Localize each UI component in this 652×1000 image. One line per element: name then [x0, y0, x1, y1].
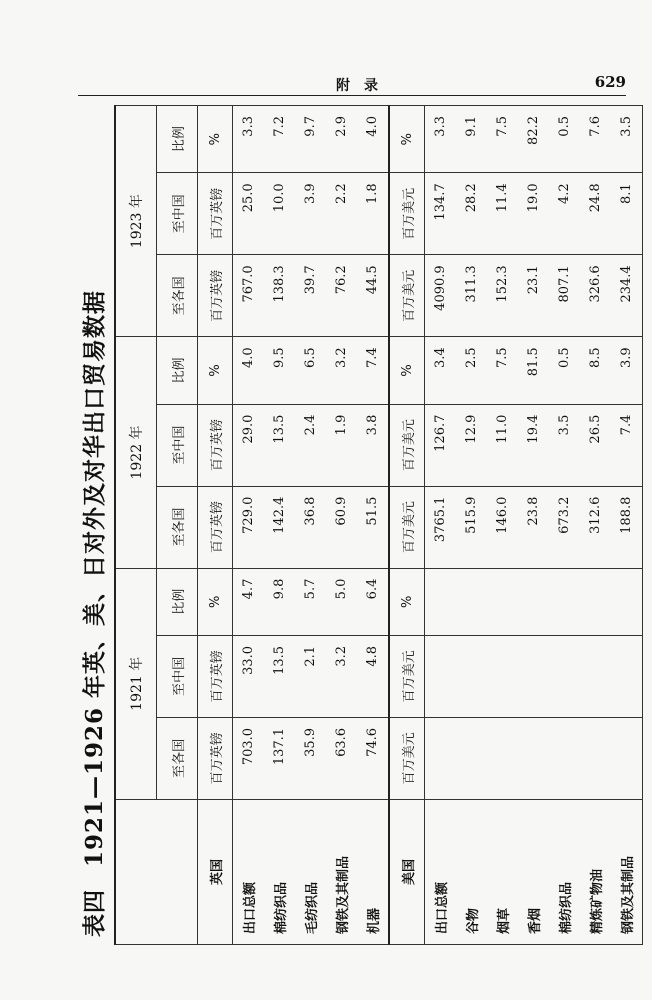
value-cell: 2.1: [295, 635, 326, 717]
unit-cell: %: [198, 106, 233, 173]
value-cell: 8.1: [611, 173, 643, 255]
unit-cell: 百万英镑: [198, 255, 233, 337]
row-label: 棉纺织品: [549, 799, 580, 944]
column-header: 至各国: [157, 717, 198, 799]
row-label: 出口总额: [233, 799, 265, 944]
unit-cell: 百万美元: [389, 486, 425, 568]
value-cell: [456, 717, 487, 799]
value-cell: [549, 717, 580, 799]
page-header: [78, 58, 626, 98]
value-cell: 2.5: [456, 337, 487, 404]
value-cell: 673.2: [549, 486, 580, 568]
page-number: 629: [594, 73, 626, 91]
column-header: 至各国: [157, 255, 198, 337]
table-title: [76, 105, 109, 945]
value-cell: 312.6: [580, 486, 611, 568]
row-label: 机器: [357, 799, 389, 944]
value-cell: 0.5: [549, 106, 580, 173]
value-cell: 0.5: [549, 337, 580, 404]
value-cell: 326.6: [580, 255, 611, 337]
value-cell: 515.9: [456, 486, 487, 568]
value-cell: 729.0: [233, 486, 265, 568]
value-cell: [456, 635, 487, 717]
value-cell: 807.1: [549, 255, 580, 337]
value-cell: [425, 717, 457, 799]
value-cell: 4.0: [357, 106, 389, 173]
value-cell: 7.4: [611, 404, 643, 486]
value-cell: 3765.1: [425, 486, 457, 568]
value-cell: 13.5: [264, 404, 295, 486]
value-cell: 10.0: [264, 173, 295, 255]
year-header: 1921 年: [115, 568, 157, 799]
section-name: 英国: [198, 799, 233, 944]
value-cell: 60.9: [326, 486, 357, 568]
value-cell: 25.0: [233, 173, 265, 255]
value-cell: 8.5: [580, 337, 611, 404]
value-cell: 3.8: [357, 404, 389, 486]
unit-row: [389, 106, 425, 945]
table-row: [549, 106, 580, 945]
table-label: 表四: [81, 889, 108, 937]
value-cell: 7.5: [487, 106, 518, 173]
value-cell: [611, 635, 643, 717]
table-row: [264, 106, 295, 945]
column-header: 至各国: [157, 486, 198, 568]
table-row: [456, 106, 487, 945]
value-cell: 3.2: [326, 635, 357, 717]
value-cell: 146.0: [487, 486, 518, 568]
value-cell: 767.0: [233, 255, 265, 337]
row-label: 香烟: [518, 799, 549, 944]
row-label: 出口总额: [425, 799, 457, 944]
row-label: 烟草: [487, 799, 518, 944]
value-cell: 3.2: [326, 337, 357, 404]
value-cell: 9.5: [264, 337, 295, 404]
table-row: [518, 106, 549, 945]
value-cell: 7.2: [264, 106, 295, 173]
value-cell: 137.1: [264, 717, 295, 799]
section-name: 美国: [389, 799, 425, 944]
unit-cell: %: [389, 568, 425, 635]
value-cell: [487, 717, 518, 799]
row-label: 钢铁及其制品: [611, 799, 643, 944]
value-cell: 311.3: [456, 255, 487, 337]
unit-cell: 百万英镑: [198, 717, 233, 799]
value-cell: 19.4: [518, 404, 549, 486]
value-cell: 3.4: [425, 337, 457, 404]
running-head: 附录: [336, 78, 392, 94]
value-cell: [580, 568, 611, 635]
year-header: 1923 年: [115, 106, 157, 337]
value-cell: 1.8: [357, 173, 389, 255]
value-cell: 2.4: [295, 404, 326, 486]
value-cell: 11.4: [487, 173, 518, 255]
value-cell: 2.9: [326, 106, 357, 173]
value-cell: 9.8: [264, 568, 295, 635]
value-cell: 44.5: [357, 255, 389, 337]
value-cell: [580, 635, 611, 717]
header-rule: [78, 95, 626, 96]
value-cell: 39.7: [295, 255, 326, 337]
value-cell: [518, 717, 549, 799]
table-row: [580, 106, 611, 945]
value-cell: 3.3: [233, 106, 265, 173]
year-header-row: [115, 106, 157, 945]
unit-cell: 百万美元: [389, 255, 425, 337]
value-cell: 4.0: [233, 337, 265, 404]
value-cell: 13.5: [264, 635, 295, 717]
value-cell: 5.0: [326, 568, 357, 635]
row-label: 钢铁及其制品: [326, 799, 357, 944]
value-cell: 7.6: [580, 106, 611, 173]
year-header: 1922 年: [115, 337, 157, 568]
table-title-text: 1921—1926 年英、美、日对外及对华出口贸易数据: [81, 289, 108, 867]
column-header: 比例: [157, 337, 198, 404]
value-cell: 81.5: [518, 337, 549, 404]
value-cell: 7.4: [357, 337, 389, 404]
value-cell: 188.8: [611, 486, 643, 568]
unit-cell: %: [389, 106, 425, 173]
value-cell: 19.0: [518, 173, 549, 255]
unit-cell: 百万英镑: [198, 404, 233, 486]
table-row: [611, 106, 643, 945]
unit-cell: 百万英镑: [198, 486, 233, 568]
value-cell: [487, 568, 518, 635]
value-cell: [425, 568, 457, 635]
column-header: 至中国: [157, 404, 198, 486]
value-cell: [518, 568, 549, 635]
value-cell: 3.9: [295, 173, 326, 255]
column-header: 至中国: [157, 635, 198, 717]
value-cell: 76.2: [326, 255, 357, 337]
column-header: 至中国: [157, 173, 198, 255]
value-cell: 126.7: [425, 404, 457, 486]
table-row: [326, 106, 357, 945]
value-cell: 9.7: [295, 106, 326, 173]
value-cell: 138.3: [264, 255, 295, 337]
value-cell: [518, 635, 549, 717]
value-cell: [611, 717, 643, 799]
value-cell: 74.6: [357, 717, 389, 799]
value-cell: 9.1: [456, 106, 487, 173]
value-cell: 63.6: [326, 717, 357, 799]
unit-cell: 百万美元: [389, 717, 425, 799]
unit-row: [198, 106, 233, 945]
value-cell: 33.0: [233, 635, 265, 717]
value-cell: 3.9: [611, 337, 643, 404]
value-cell: 234.4: [611, 255, 643, 337]
corner-blank: [115, 799, 198, 944]
value-cell: 24.8: [580, 173, 611, 255]
value-cell: 6.5: [295, 337, 326, 404]
value-cell: 134.7: [425, 173, 457, 255]
rotated-table-block: [70, 105, 636, 945]
value-cell: 6.4: [357, 568, 389, 635]
column-header: 比例: [157, 106, 198, 173]
value-cell: 152.3: [487, 255, 518, 337]
column-header: 比例: [157, 568, 198, 635]
value-cell: [425, 635, 457, 717]
value-cell: 142.4: [264, 486, 295, 568]
value-cell: [456, 568, 487, 635]
value-cell: [549, 635, 580, 717]
value-cell: 26.5: [580, 404, 611, 486]
value-cell: 4.7: [233, 568, 265, 635]
table-row: [233, 106, 265, 945]
unit-cell: %: [389, 337, 425, 404]
value-cell: [549, 568, 580, 635]
value-cell: 4.8: [357, 635, 389, 717]
table-row: [357, 106, 389, 945]
value-cell: 1.9: [326, 404, 357, 486]
value-cell: 23.1: [518, 255, 549, 337]
value-cell: 82.2: [518, 106, 549, 173]
unit-cell: %: [198, 337, 233, 404]
unit-cell: 百万英镑: [198, 173, 233, 255]
value-cell: 2.2: [326, 173, 357, 255]
row-label: 精炼矿物油: [580, 799, 611, 944]
table-row: [425, 106, 457, 945]
unit-cell: 百万美元: [389, 173, 425, 255]
unit-cell: 百万英镑: [198, 635, 233, 717]
row-label: 棉纺织品: [264, 799, 295, 944]
table-row: [295, 106, 326, 945]
value-cell: 3.5: [611, 106, 643, 173]
value-cell: 5.7: [295, 568, 326, 635]
value-cell: 12.9: [456, 404, 487, 486]
value-cell: 23.8: [518, 486, 549, 568]
trade-data-table: [114, 105, 643, 945]
value-cell: 36.8: [295, 486, 326, 568]
value-cell: 29.0: [233, 404, 265, 486]
value-cell: 7.5: [487, 337, 518, 404]
value-cell: [611, 568, 643, 635]
value-cell: [580, 717, 611, 799]
value-cell: 51.5: [357, 486, 389, 568]
unit-cell: 百万美元: [389, 404, 425, 486]
value-cell: 3.5: [549, 404, 580, 486]
value-cell: 28.2: [456, 173, 487, 255]
value-cell: 4090.9: [425, 255, 457, 337]
unit-cell: %: [198, 568, 233, 635]
value-cell: 4.2: [549, 173, 580, 255]
unit-cell: 百万美元: [389, 635, 425, 717]
value-cell: 11.0: [487, 404, 518, 486]
value-cell: [487, 635, 518, 717]
value-cell: 703.0: [233, 717, 265, 799]
table-row: [487, 106, 518, 945]
value-cell: 35.9: [295, 717, 326, 799]
row-label: 毛纺织品: [295, 799, 326, 944]
value-cell: 3.3: [425, 106, 457, 173]
row-label: 谷物: [456, 799, 487, 944]
